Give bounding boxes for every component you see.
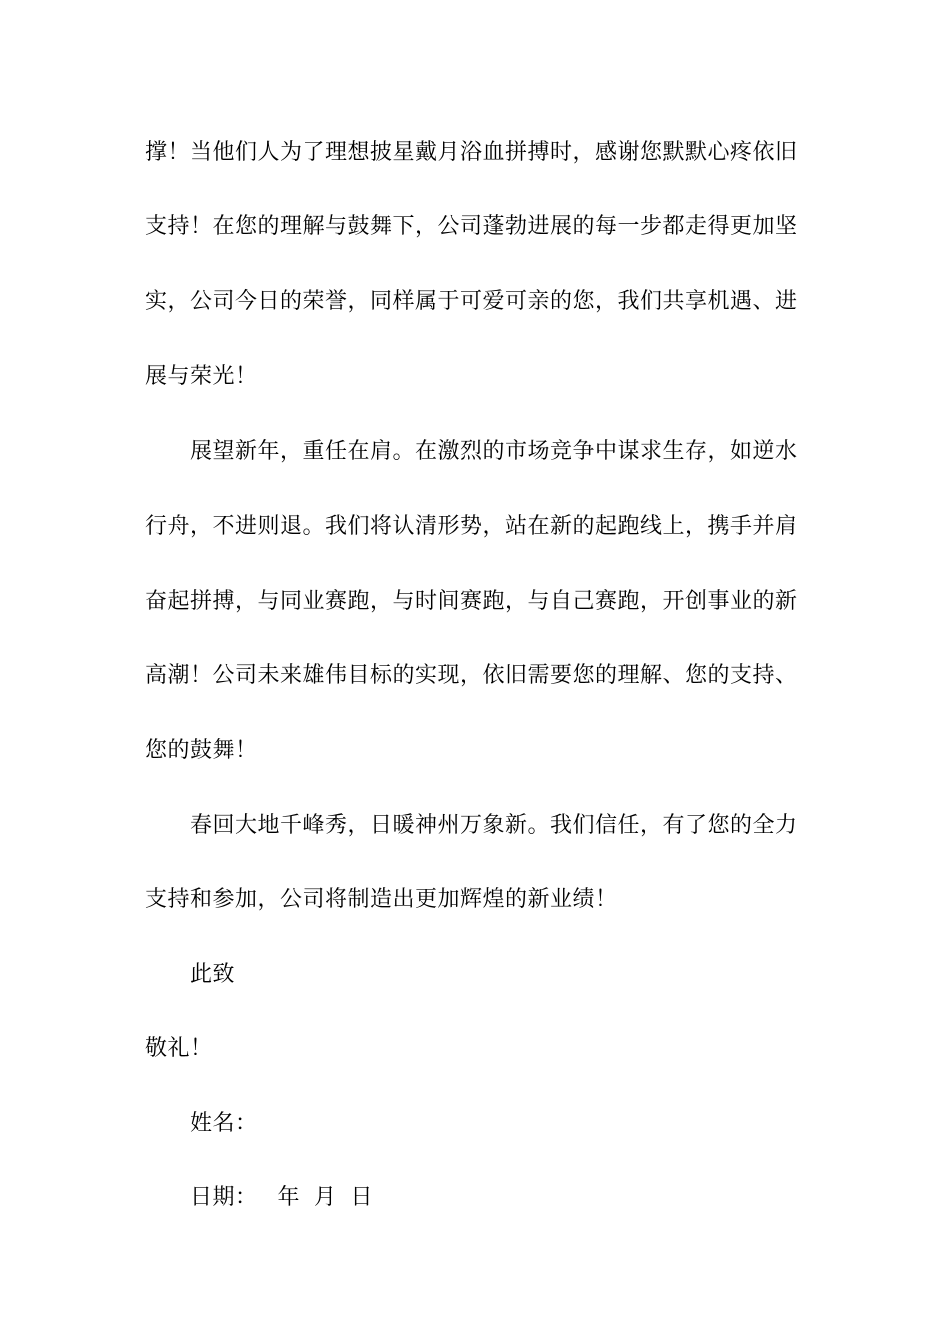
name-label: 姓名： bbox=[190, 1111, 258, 1136]
paragraph-line: 春回大地千峰秀，日暖神州万象新。我们信任，有了您的全力 bbox=[190, 813, 798, 838]
paragraph-line: 支持！在您的理解与鼓舞下，公司蓬勃进展的每一步都走得更加坚 bbox=[145, 214, 798, 239]
paragraph-line: 行舟，不进则退。我们将认清形势，站在新的起跑线上，携手并肩 bbox=[145, 514, 798, 539]
closing-text: 此致 bbox=[190, 962, 236, 987]
paragraph-line: 实，公司今日的荣誉，同样属于可爱可亲的您，我们共享机遇、进 bbox=[145, 289, 798, 314]
salutation-text: 敬礼！ bbox=[145, 1036, 213, 1061]
paragraph-line: 高潮！公司未来雄伟目标的实现，依旧需要您的理解、您的支持、 bbox=[145, 663, 798, 688]
paragraph-line: 支持和参加，公司将制造出更加辉煌的新业绩！ bbox=[145, 887, 618, 912]
date-label: 日期： bbox=[190, 1185, 258, 1210]
date-month: 月 bbox=[314, 1185, 337, 1210]
paragraph-line: 奋起拼搏，与同业赛跑，与时间赛跑，与自己赛跑，开创事业的新 bbox=[145, 589, 798, 614]
paragraph-line: 您的鼓舞！ bbox=[145, 738, 258, 763]
paragraph-line: 展望新年，重任在肩。在激烈的市场竞争中谋求生存，如逆水 bbox=[190, 439, 798, 464]
paragraph-line: 展与荣光！ bbox=[145, 364, 258, 389]
date-year: 年 bbox=[277, 1185, 301, 1210]
paragraph-line: 撑！当他们人为了理想披星戴月浴血拼搏时，感谢您默默心疼依旧 bbox=[145, 140, 798, 165]
date-line bbox=[190, 1183, 870, 1213]
date-day: 日 bbox=[350, 1185, 374, 1210]
